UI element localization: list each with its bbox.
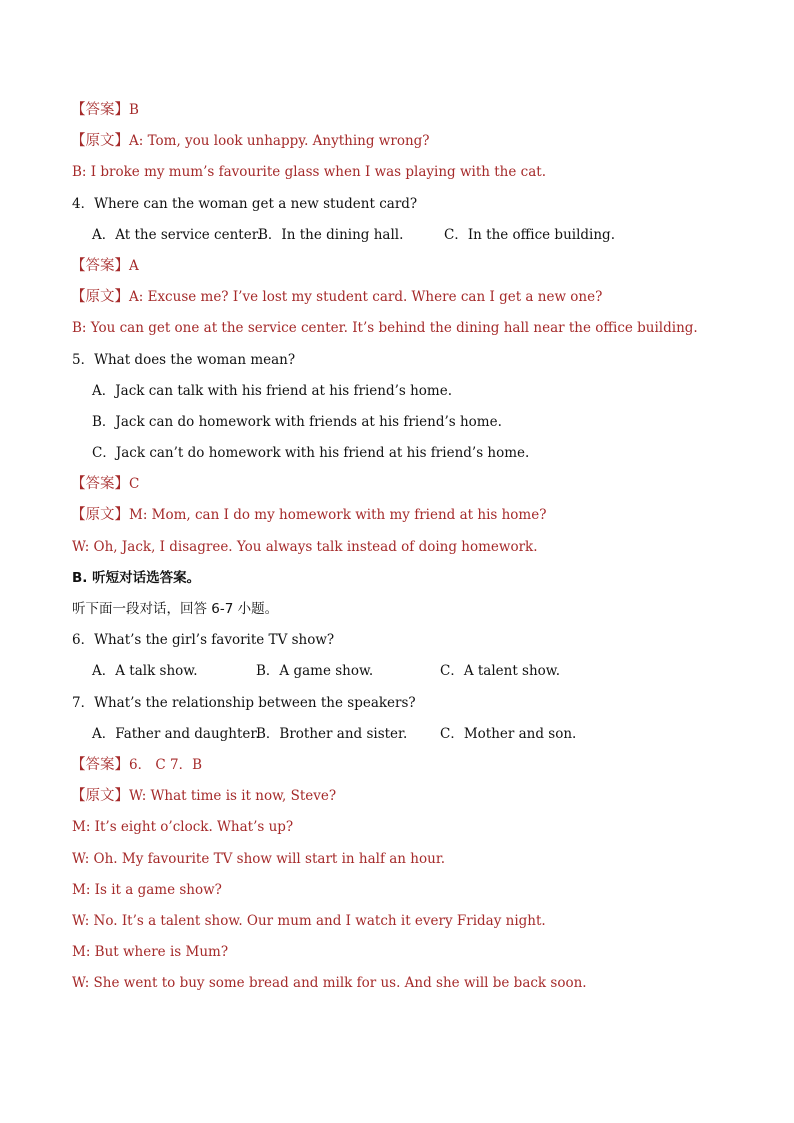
transcript-line: B: You can get one at the service center. It’s behind the dining hall near the office building. xyxy=(72,320,698,337)
transcript-tag: 【原文】 xyxy=(71,507,129,524)
transcript-line: M: It’s eight o’clock. What’s up? xyxy=(72,819,294,836)
answer-value: C xyxy=(129,476,140,493)
document-page xyxy=(72,96,712,1000)
section-instruction: 听下面一段对话，回答 6-7 小题。 xyxy=(72,601,279,617)
option-b: B．Brother and sister. xyxy=(256,725,408,742)
option-c: C．In the office building. xyxy=(444,226,615,243)
transcript-text: A: Excuse me? I’ve lost my student card. Where can I get a new one? xyxy=(129,289,603,306)
answer-value: A xyxy=(129,257,139,274)
question-6-options xyxy=(72,657,712,688)
transcript-line: W: Oh, Jack, I disagree. You always talk instead of doing homework. xyxy=(72,538,538,555)
answer-tag: 【答案】 xyxy=(71,756,129,773)
option-b: B．A game show. xyxy=(256,663,374,680)
transcript-line: W: No. It’s a talent show. Our mum and I watch it every Friday night. xyxy=(72,912,546,929)
question-7-options xyxy=(72,720,712,751)
question-7: 7．What’s the relationship between the speakers? xyxy=(72,694,416,711)
transcript-tag: 【原文】 xyxy=(71,788,129,805)
option-b: B．Jack can do homework with friends at his friend’s home. xyxy=(92,413,502,430)
question-4-options xyxy=(72,221,712,252)
section-b-heading: B. 听短对话选答案。 xyxy=(72,569,201,586)
answer-line xyxy=(72,470,712,501)
option-a: A．Father and daughter. xyxy=(92,725,260,742)
option-c: C．A talent show. xyxy=(440,663,561,680)
transcript-line: W: She went to buy some bread and milk for us. And she will be back soon. xyxy=(72,975,587,992)
transcript-line: B: I broke my mum’s favourite glass when I was playing with the cat. xyxy=(72,164,546,181)
transcript-tag: 【原文】 xyxy=(71,133,129,150)
transcript-line: M: But where is Mum? xyxy=(72,944,229,961)
transcript-text: W: What time is it now, Steve? xyxy=(129,788,337,805)
transcript-tag: 【原文】 xyxy=(71,289,129,306)
transcript-line xyxy=(72,501,712,532)
option-a: A．At the service center. xyxy=(92,226,261,243)
option-a: A．Jack can talk with his friend at his friend’s home. xyxy=(92,382,453,399)
transcript-line: M: Is it a game show? xyxy=(72,881,222,898)
transcript-text: A: Tom, you look unhappy. Anything wrong? xyxy=(129,133,430,150)
answer-tag: 【答案】 xyxy=(71,476,129,493)
option-a: A．A talk show. xyxy=(92,663,198,680)
answer-line xyxy=(72,751,712,782)
answer-value: 6． C 7．B xyxy=(129,756,203,773)
answer-tag: 【答案】 xyxy=(71,257,129,274)
transcript-text: M: Mom, can I do my homework with my friend at his home? xyxy=(129,507,547,524)
option-c: C．Mother and son. xyxy=(440,725,577,742)
answer-value: B xyxy=(129,102,139,118)
transcript-line: W: Oh. My favourite TV show will start in half an hour. xyxy=(72,850,446,867)
answer-line xyxy=(72,96,712,127)
transcript-line xyxy=(72,782,712,813)
answer-line xyxy=(72,252,712,283)
transcript-line xyxy=(72,127,712,158)
question-4: 4．Where can the woman get a new student card? xyxy=(72,195,418,212)
transcript-line xyxy=(72,283,712,314)
question-5: 5．What does the woman mean? xyxy=(72,351,296,368)
question-6: 6．What’s the girl’s favorite TV show? xyxy=(72,632,335,649)
answer-tag: 【答案】 xyxy=(71,102,129,118)
option-c: C．Jack can’t do homework with his friend at his friend’s home. xyxy=(92,445,530,462)
option-b: B．In the dining hall. xyxy=(258,226,404,243)
